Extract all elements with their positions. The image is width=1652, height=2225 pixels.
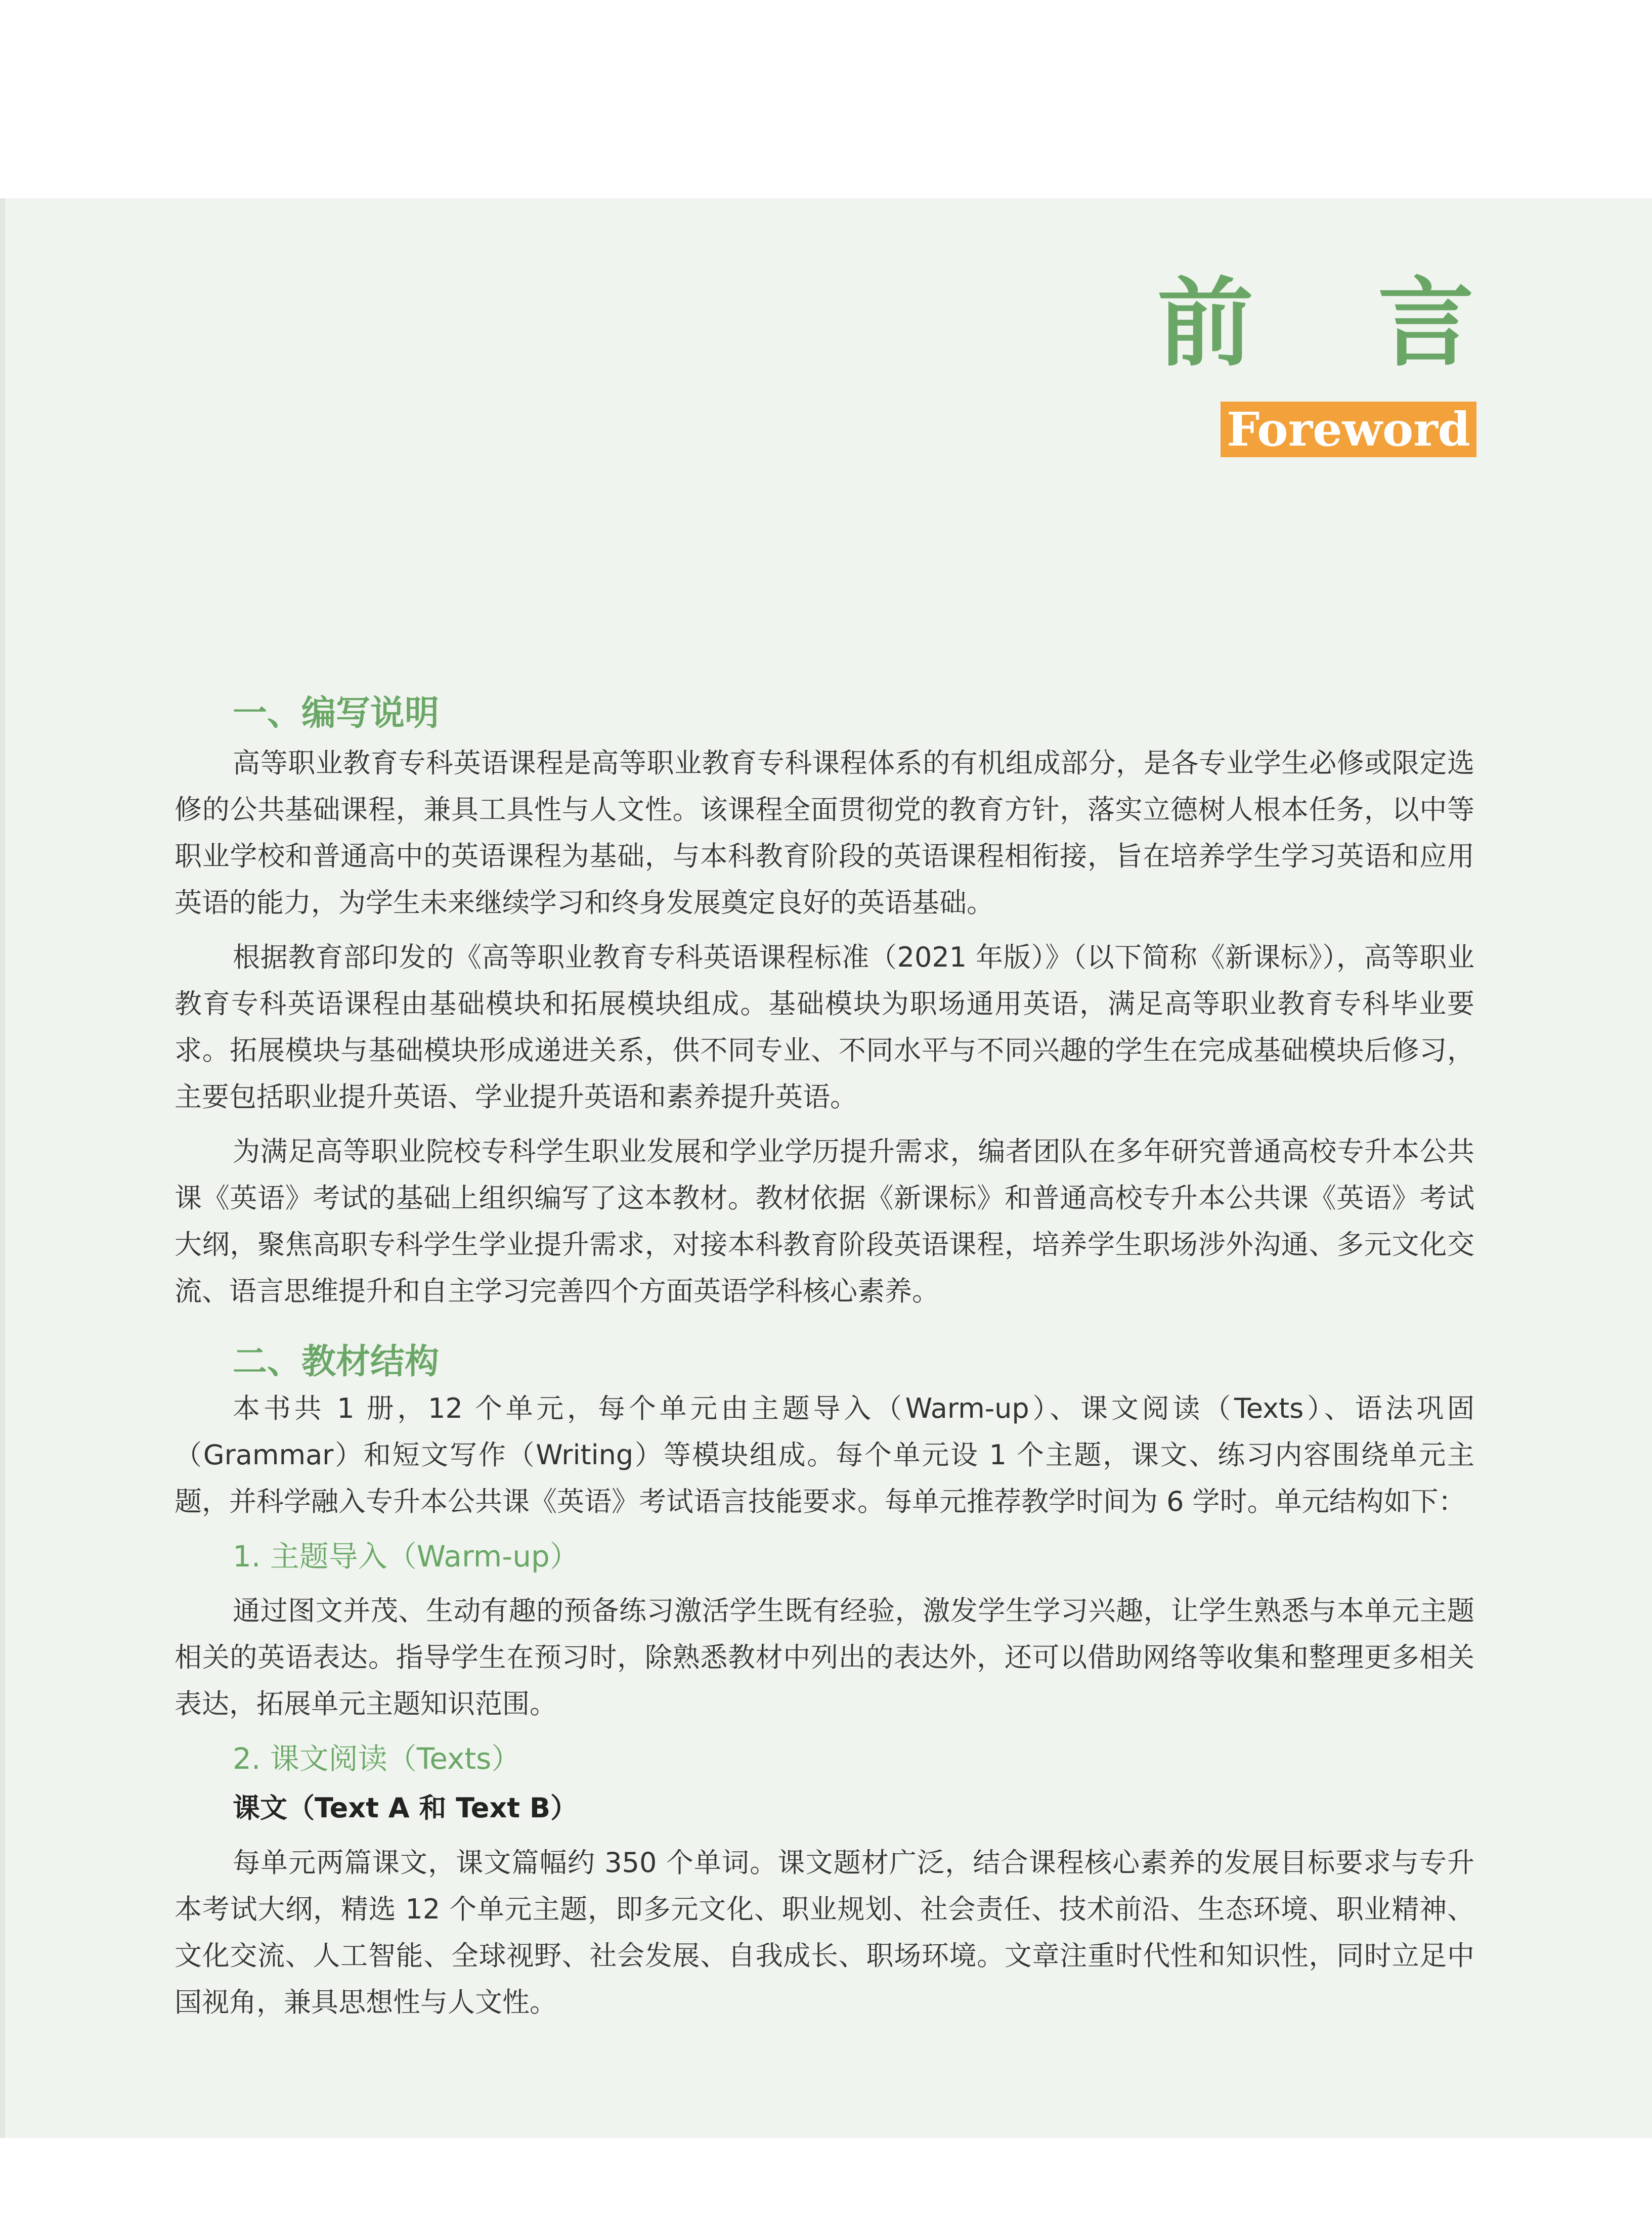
subheading-texts: 2. 课文阅读（Texts）: [233, 1741, 521, 1776]
paragraph: 根据教育部印发的《高等职业教育专科英语课程标准（2021 年版）》（以下简称《新课标》），高等职业教育专科英语课程由基础模块和拓展模块组成。基础模块为职场通用英语，满足高等职业教育专科毕业要求。拓展模块与基础模块形成递进关系，供不同专业、不同水平与不同兴趣的学生在完成基础模块后修习，主要包括职业提升英语、学业提升英语和素养提升英语。: [175, 941, 1474, 1113]
section-heading-textbook-structure: 二、教材结构: [233, 1342, 440, 1382]
body-content: [175, 690, 1474, 2026]
paragraph: 通过图文并茂、生动有趣的预备练习激活学生既有经验，激发学生学习兴趣，让学生熟悉与本单元主题相关的英语表达。指导学生在预习时，除熟悉教材中列出的表达外，还可以借助网络等收集和整理更多相关表达，拓展单元主题知识范围。: [175, 1595, 1474, 1720]
page-title-chinese: 前 言: [1157, 268, 1519, 379]
subheading-warm-up: 1. 主题导入（Warm-up）: [233, 1539, 579, 1574]
paragraph: 每单元两篇课文，课文篇幅约 350 个单词。课文题材广泛，结合课程核心素养的发展目标要求与专升本考试大纲，精选 12 个单元主题，即多元文化、职业规划、社会责任、技术前沿、生态环境、职业精神、文化交流、人工智能、全球视野、社会发展、自我成长、职场环境。文章注重时代性和知识性，同时立足中国视角，兼具思想性与人文性。: [175, 1847, 1474, 2018]
paragraph: 高等职业教育专科英语课程是高等职业教育专科课程体系的有机组成部分，是各专业学生必修或限定选修的公共基础课程，兼具工具性与人文性。该课程全面贯彻党的教育方针，落实立德树人根本任务，以中等职业学校和普通高中的英语课程为基础，与本科教育阶段的英语课程相衔接，旨在培养学生学习英语和应用英语的能力，为学生未来继续学习和终身发展奠定良好的英语基础。: [175, 747, 1474, 919]
section-heading-writing-notes: 一、编写说明: [233, 693, 440, 733]
bold-heading-text-a-b: 课文（Text A 和 Text B）: [233, 1792, 578, 1824]
paragraph: 本书共 1 册，12 个单元，每个单元由主题导入（Warm-up）、课文阅读（Texts）、语法巩固（Grammar）和短文写作（Writing）等模块组成。每个单元设 1 个主题，课文、练习内容围绕单元主题，并科学融入专升本公共课《英语》考试语言技能要求。每单元推荐教学时间为 6 学时。单元结构如下：: [175, 1392, 1474, 1517]
paragraph: 为满足高等职业院校专科学生职业发展和学业学历提升需求，编者团队在多年研究普通高校专升本公共课《英语》考试的基础上组织编写了这本教材。教材依据《新课标》和普通高校专升本公共课《英语》考试大纲，聚焦高职专科学生学业提升需求，对接本科教育阶段英语课程，培养学生职场涉外沟通、多元文化交流、语言思维提升和自主学习完善四个方面英语学科核心素养。: [175, 1136, 1474, 1307]
page-title-english-badge: Foreword: [1221, 402, 1476, 457]
